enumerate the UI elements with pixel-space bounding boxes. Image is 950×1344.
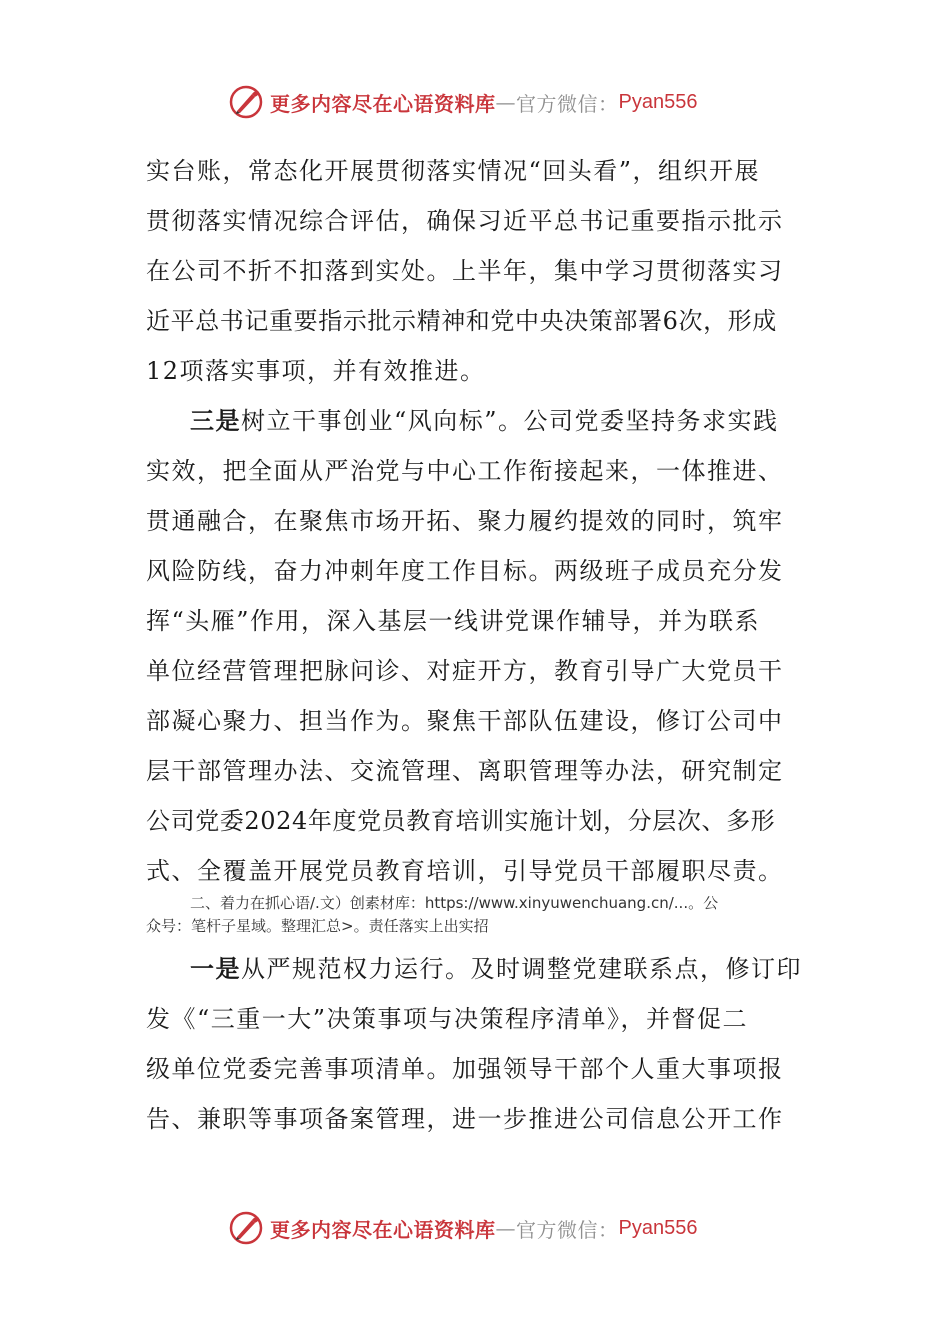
paragraph-lead: 三是 (190, 406, 241, 435)
text-line (146, 944, 806, 994)
text-line: 实台账，常态化开展贯彻落实情况“回头看”，组织开展 (146, 157, 761, 185)
banner-dash: — (495, 90, 516, 114)
text-line: 公司党委2024年度党员教育培训实施计划，分层次、多形 (146, 807, 776, 835)
footer-banner (228, 1208, 728, 1248)
paragraph-first-line: 从严规范权力运行。及时调整党建联系点，修订印 (241, 955, 802, 983)
text-line: 12项落实事项，并有效推进。 (146, 357, 486, 385)
text-line: 贯彻落实情况综合评估，确保习近平总书记重要指示批示 (146, 207, 784, 235)
banner-dash: — (495, 1216, 516, 1240)
text-line: 层干部管理办法、交流管理、离职管理等办法，研究制定 (146, 757, 784, 785)
banner-gray-text: 官方微信： (516, 1217, 619, 1242)
banner-id-text: Pyan556 (618, 1216, 698, 1239)
text-line (146, 396, 806, 446)
header-banner (228, 82, 728, 122)
text-line: 部凝心聚力、担当作为。聚焦干部队伍建设，修订公司中 (146, 707, 784, 735)
text-line: 单位经营管理把脉问诊、对症开方，教育引导广大党员干 (146, 657, 784, 685)
paragraph-2 (146, 396, 806, 896)
text-line: 发《“三重一大”决策事项与决策程序清单》，并督促二 (146, 1005, 749, 1033)
text-line: 式、全覆盖开展党员教育培训，引导党员干部履职尽责。 (146, 857, 784, 885)
source-note (146, 892, 806, 938)
paragraph-3 (146, 944, 806, 1144)
paragraph-1 (146, 146, 806, 396)
note-line-2: 众号：笔杆子星域。整理汇总>。责任落实上出实招 (146, 917, 489, 935)
banner-red-text: 更多内容尽在心语资料库 (270, 1217, 496, 1242)
banner-id-text: Pyan556 (618, 90, 698, 113)
text-line: 告、兼职等事项备案管理，进一步推进公司信息公开工作 (146, 1105, 784, 1133)
text-line: 实效，把全面从严治党与中心工作衔接起来，一体推进、 (146, 457, 784, 485)
quill-logo-icon (228, 84, 264, 120)
quill-logo-icon (228, 1210, 264, 1246)
text-line: 贯通融合，在聚焦市场开拓、聚力履约提效的同时，筑牢 (146, 507, 784, 535)
paragraph-lead: 一是 (190, 954, 241, 983)
text-line: 在公司不折不扣落到实处。上半年，集中学习贯彻落实习 (146, 257, 784, 285)
text-line: 近平总书记重要指示批示精神和党中央决策部署6次，形成 (146, 307, 777, 335)
banner-red-text: 更多内容尽在心语资料库 (270, 91, 496, 116)
text-line: 级单位党委完善事项清单。加强领导干部个人重大事项报 (146, 1055, 784, 1083)
banner-gray-text: 官方微信： (516, 91, 619, 116)
text-line: 挥“头雁”作用，深入基层一线讲党课作辅导，并为联系 (146, 607, 761, 635)
paragraph-first-line: 树立干事创业“风向标”。公司党委坚持务求实践 (241, 407, 779, 435)
text-line: 风险防线，奋力冲刺年度工作目标。两级班子成员充分发 (146, 557, 784, 585)
note-line-1: 二、着力在抓心语/.文）创素材库：https://www.xinyuwenchuang.cn/...。公 (190, 894, 719, 912)
